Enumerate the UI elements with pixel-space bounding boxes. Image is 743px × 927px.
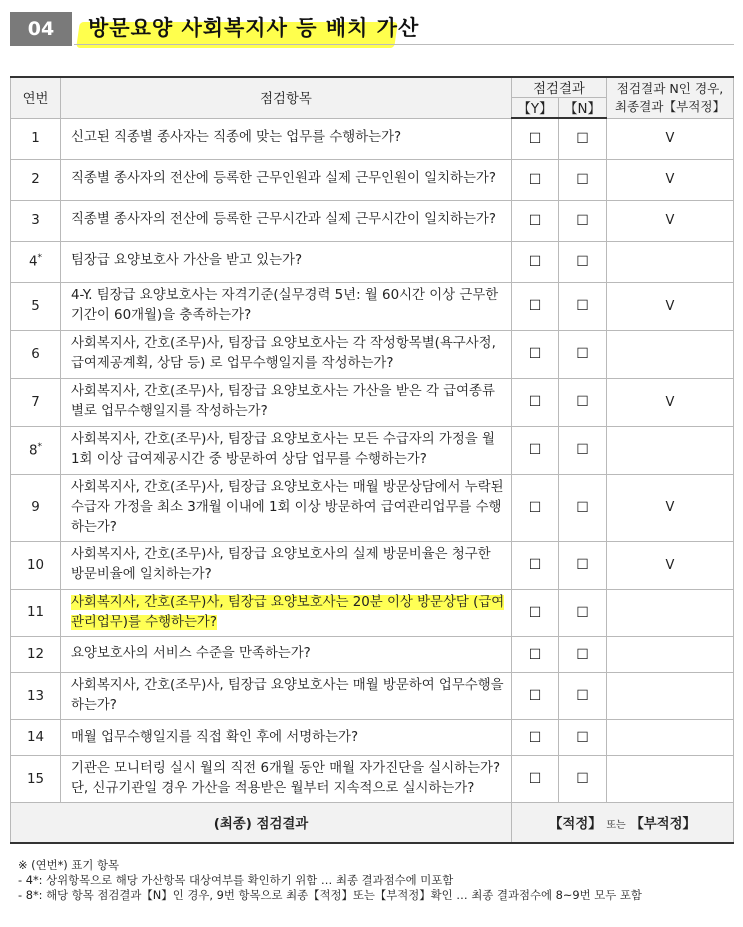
header-final-line2: 최종결과【부적정】	[614, 98, 726, 114]
row-item-text: 신고된 직종별 종사자는 직종에 맞는 업무를 수행하는가?	[71, 130, 402, 146]
header-n: 【N】	[559, 98, 607, 119]
row-final-mark	[607, 637, 734, 673]
table-row	[11, 282, 734, 330]
row-item-text: 사회복지사, 간호(조무)사, 팀장급 요양보호사는 20분 이상 방문상담 (급여관리업무)를 수행하는가?	[71, 594, 505, 630]
row-item	[61, 589, 512, 636]
checkbox-n-glyph: ☐	[576, 646, 589, 663]
row-final-mark	[607, 159, 734, 200]
checkbox-y[interactable]	[512, 426, 559, 474]
row-final-mark-text: V	[665, 557, 675, 573]
summary-result-or: 또는	[606, 820, 626, 832]
checkbox-y-glyph: ☐	[528, 171, 542, 188]
footnote-4: - 4*: 상위항목으로 해당 가산항목 대상여부를 확인하기 위함 … 최종 결과점수에 미포함	[18, 872, 454, 887]
checkbox-y-glyph: ☐	[528, 557, 542, 574]
checkbox-n-glyph: ☐	[576, 771, 589, 788]
row-final-mark	[607, 720, 734, 756]
checkbox-n[interactable]	[559, 118, 607, 159]
row-item	[61, 637, 512, 673]
row-item	[61, 200, 512, 241]
checkbox-y-glyph: ☐	[528, 130, 542, 147]
checkbox-n[interactable]	[559, 282, 607, 330]
row-number	[11, 720, 61, 756]
row-item-text: 사회복지사, 간호(조무)사, 팀장급 요양보호사의 실제 방문비율은 청구한 방문비율에 일치하는가?	[71, 547, 491, 583]
checkbox-n[interactable]	[559, 474, 607, 541]
row-item-text: 직종별 종사자의 전산에 등록한 근무시간과 실제 근무시간이 일치하는가?	[71, 212, 496, 228]
row-number	[11, 330, 61, 378]
summary-label: (최종) 점검결과	[11, 803, 512, 843]
row-number	[11, 378, 61, 426]
checklist-table	[10, 76, 734, 844]
checkbox-y-glyph: ☐	[528, 346, 542, 362]
row-number-text: 15	[26, 771, 45, 787]
row-final-mark	[607, 673, 734, 720]
row-number-text: 1	[31, 131, 40, 146]
checkbox-y[interactable]	[512, 589, 559, 636]
checkbox-y[interactable]	[512, 118, 559, 159]
checkbox-y[interactable]	[512, 282, 559, 330]
checkbox-y-glyph: ☐	[528, 771, 542, 788]
row-number-mark: *	[37, 441, 43, 452]
row-number	[11, 159, 61, 200]
row-item	[61, 118, 512, 159]
row-final-mark	[607, 118, 734, 159]
row-item-text: 요양보호사의 서비스 수준을 만족하는가?	[71, 646, 311, 662]
row-final-mark	[607, 756, 734, 803]
checkbox-n-glyph: ☐	[576, 171, 589, 188]
checkbox-y[interactable]	[512, 330, 559, 378]
checkbox-y-glyph: ☐	[528, 442, 542, 458]
checkbox-n[interactable]	[559, 200, 607, 241]
checkbox-y-glyph: ☐	[528, 298, 542, 314]
checkbox-n[interactable]	[559, 330, 607, 378]
checkbox-n-glyph: ☐	[576, 394, 589, 410]
checkbox-y-glyph: ☐	[528, 212, 542, 229]
checkbox-n-glyph: ☐	[576, 729, 589, 746]
table-row	[11, 673, 734, 720]
checkbox-n-glyph: ☐	[576, 442, 589, 458]
checkbox-n[interactable]	[559, 378, 607, 426]
row-final-mark-text: V	[665, 394, 675, 410]
table-row	[11, 541, 734, 589]
footnote-heading: ※ (연번*) 표기 항목	[18, 858, 120, 872]
row-item	[61, 720, 512, 756]
header-result: 점검결과	[512, 77, 607, 98]
row-item-text: 사회복지사, 간호(조무)사, 팀장급 요양보호사는 모든 수급자의 가정을 월 1회 이상 급여제공시간 중 방문하여 상담 업무를 수행하는가?	[71, 431, 495, 467]
row-number-text: 2	[31, 172, 40, 187]
row-number	[11, 756, 61, 803]
row-number-text: 14	[26, 730, 45, 746]
checkbox-y[interactable]	[512, 673, 559, 720]
row-item	[61, 673, 512, 720]
row-item-text: 사회복지사, 간호(조무)사, 팀장급 요양보호사는 매월 방문하여 업무수행을 하는가?	[71, 678, 504, 714]
table-row	[11, 200, 734, 241]
checkbox-y[interactable]	[512, 541, 559, 589]
row-number-text: 11	[26, 605, 45, 621]
header-no: 연번	[11, 77, 61, 118]
row-final-mark-text: V	[665, 213, 675, 228]
checkbox-y-glyph: ☐	[528, 646, 542, 663]
row-number	[11, 589, 61, 636]
checkbox-n[interactable]	[559, 673, 607, 720]
checkbox-n[interactable]	[559, 637, 607, 673]
row-item	[61, 241, 512, 282]
row-number-text: 3	[31, 213, 40, 228]
row-number-text: 5	[31, 298, 40, 314]
summary-result	[512, 803, 734, 843]
checkbox-n[interactable]	[559, 756, 607, 803]
checkbox-y[interactable]	[512, 200, 559, 241]
header-item: 점검항목	[61, 77, 512, 118]
row-final-mark-text: V	[665, 298, 675, 314]
checkbox-y[interactable]	[512, 474, 559, 541]
row-number	[11, 637, 61, 673]
footnote-8: - 8*: 해당 항목 점검결과【N】인 경우, 9번 항목으로 최종【적정】또는【부적정】확인 … 최종 결과점수에 8~9번 모두 포함	[18, 887, 642, 902]
row-item-text: 사회복지사, 간호(조무)사, 팀장급 요양보호사는 매월 방문상담에서 누락된 수급자 가정을 최소 3개월 이내에 1회 이상 방문하여 급여관리업무를 수행하는가?	[71, 479, 504, 535]
row-final-mark	[607, 282, 734, 330]
row-final-mark	[607, 200, 734, 241]
row-number-text: 9	[31, 500, 40, 516]
row-number-text: 4	[28, 254, 38, 270]
checkbox-n-glyph: ☐	[576, 604, 589, 621]
checkbox-n[interactable]	[559, 541, 607, 589]
checkbox-n-glyph: ☐	[576, 499, 589, 516]
row-final-mark-text: V	[665, 500, 675, 516]
table-row	[11, 426, 734, 474]
row-item	[61, 541, 512, 589]
table-row	[11, 756, 734, 803]
section-number-badge: 04	[10, 12, 72, 46]
checkbox-n[interactable]	[559, 720, 607, 756]
table-row	[11, 474, 734, 541]
row-item	[61, 756, 512, 803]
checkbox-n-glyph: ☐	[576, 253, 589, 270]
row-final-mark-text: V	[665, 172, 675, 187]
row-final-mark	[607, 426, 734, 474]
checkbox-y-glyph: ☐	[528, 688, 542, 705]
row-final-mark	[607, 241, 734, 282]
table-row	[11, 589, 734, 636]
checkbox-y[interactable]	[512, 241, 559, 282]
row-final-mark	[607, 589, 734, 636]
row-number	[11, 426, 61, 474]
row-number	[11, 673, 61, 720]
row-final-mark	[607, 330, 734, 378]
row-number	[11, 282, 61, 330]
summary-result-b: 【부적정】	[630, 817, 696, 833]
checkbox-n[interactable]	[559, 241, 607, 282]
row-item-text: 매월 업무수행일지를 직접 확인 후에 서명하는가?	[71, 729, 359, 745]
row-item-text: 기관은 모니터링 실시 월의 직전 6개월 동안 매월 자가진단을 실시하는가? 단, 신규기관일 경우 가산을 적용받은 월부터 지속적으로 실시하는가?	[71, 761, 501, 797]
table-row	[11, 720, 734, 756]
checkbox-n-glyph: ☐	[576, 346, 589, 362]
checkbox-y-glyph: ☐	[528, 499, 542, 516]
table-row	[11, 159, 734, 200]
checkbox-y-glyph: ☐	[528, 604, 542, 621]
header-final-line1: 점검결과 N인 경우,	[616, 80, 724, 96]
row-number	[11, 474, 61, 541]
title-divider	[74, 44, 734, 45]
row-item-text: 사회복지사, 간호(조무)사, 팀장급 요양보호사는 각 작성항목별(욕구사정, 급여제공계획, 상담 등) 로 업무수행일지를 작성하는가?	[71, 335, 496, 371]
row-number	[11, 200, 61, 241]
row-item	[61, 330, 512, 378]
row-final-mark	[607, 378, 734, 426]
row-item-text: 팀장급 요양보호사 가산을 받고 있는가?	[71, 253, 303, 269]
checkbox-y[interactable]	[512, 756, 559, 803]
row-number-mark: *	[37, 253, 43, 264]
row-number-text: 10	[26, 557, 45, 573]
row-number	[11, 241, 61, 282]
row-number-text: 8	[28, 443, 38, 459]
row-item-text: 4-Y. 팀장급 요양보호사는 자격기준(실무경력 5년: 월 60시간 이상 근무한 기간이 60개월)을 충족하는가?	[71, 287, 499, 323]
row-number-text: 7	[31, 394, 40, 410]
row-item-text: 직종별 종사자의 전산에 등록한 근무인원과 실제 근무인원이 일치하는가?	[71, 171, 496, 187]
section-title: 방문요양 사회복지사 등 배치 가산	[88, 16, 420, 40]
table-row	[11, 378, 734, 426]
checkbox-y-glyph: ☐	[528, 729, 542, 746]
header-final	[607, 77, 734, 118]
row-final-mark-text: V	[665, 131, 675, 146]
row-number	[11, 118, 61, 159]
checkbox-y[interactable]	[512, 159, 559, 200]
row-item	[61, 282, 512, 330]
checkbox-n-glyph: ☐	[576, 298, 589, 314]
row-item	[61, 474, 512, 541]
footnotes	[18, 858, 642, 902]
row-number	[11, 541, 61, 589]
summary-result-a: 【적정】	[549, 817, 602, 833]
checkbox-y[interactable]	[512, 720, 559, 756]
checkbox-n-glyph: ☐	[576, 557, 589, 574]
row-final-mark	[607, 474, 734, 541]
table-row	[11, 241, 734, 282]
row-item	[61, 426, 512, 474]
checkbox-n-glyph: ☐	[576, 688, 589, 705]
row-item	[61, 378, 512, 426]
checkbox-n-glyph: ☐	[576, 130, 589, 147]
row-number-text: 13	[26, 688, 45, 704]
row-final-mark	[607, 541, 734, 589]
header-y: 【Y】	[512, 98, 559, 119]
row-item	[61, 159, 512, 200]
checkbox-n-glyph: ☐	[576, 212, 589, 229]
checkbox-n[interactable]	[559, 159, 607, 200]
table-row	[11, 118, 734, 159]
checkbox-n[interactable]	[559, 589, 607, 636]
row-number-text: 6	[31, 346, 40, 362]
row-item-text: 사회복지사, 간호(조무)사, 팀장급 요양보호사는 가산을 받은 각 급여종류별로 업무수행일지를 작성하는가?	[71, 383, 495, 419]
table-row	[11, 330, 734, 378]
checkbox-y[interactable]	[512, 637, 559, 673]
checkbox-n[interactable]	[559, 426, 607, 474]
checkbox-y-glyph: ☐	[528, 253, 542, 270]
row-number-text: 12	[26, 647, 45, 663]
checkbox-y-glyph: ☐	[528, 394, 542, 410]
table-row	[11, 637, 734, 673]
checkbox-y[interactable]	[512, 378, 559, 426]
